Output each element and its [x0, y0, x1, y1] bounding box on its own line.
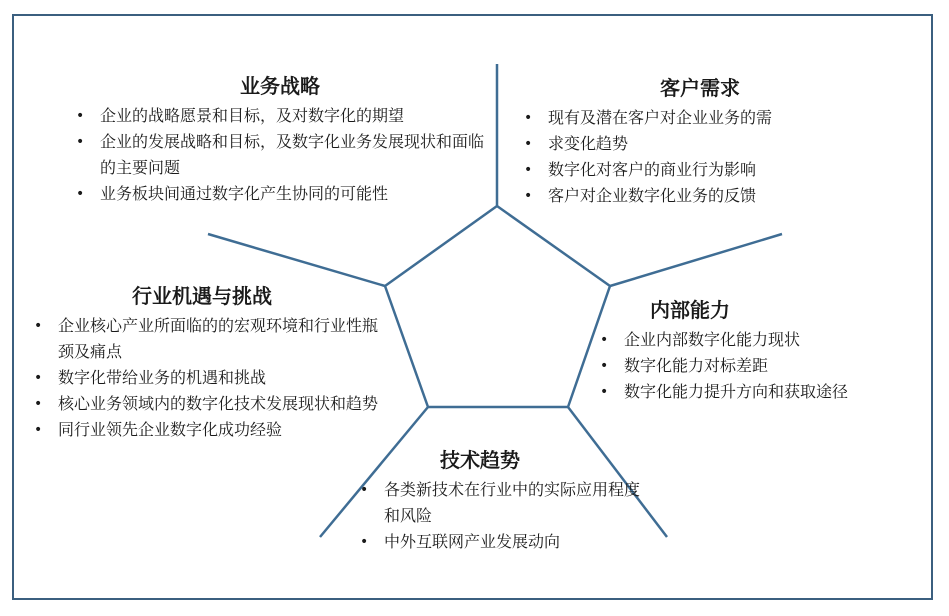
section-title: 行业机遇与挑战 [132, 284, 272, 308]
list-item: • 数字化对客户的商业行为影响 [520, 157, 820, 183]
spoke-right [610, 234, 782, 286]
list-item: • 企业的发展战略和目标，及数字化业务发展现状和面临的主要问题 [72, 129, 492, 181]
list-item: • 数字化带给业务的机遇和挑战 [30, 365, 380, 391]
list-item: • 同行业领先企业数字化成功经验 [30, 417, 380, 443]
list-item: • 数字化能力对标差距 [596, 353, 926, 379]
bullet-list [30, 313, 380, 443]
bullet-list [356, 477, 646, 555]
section-title: 客户需求 [660, 76, 740, 100]
spoke-left [208, 234, 385, 286]
list-item: • 各类新技术在行业中的实际应用程度和风险 [356, 477, 646, 529]
list-item: • 现有及潜在客户对企业业务的需 [520, 105, 820, 131]
list-item: • 企业核心产业所面临的的宏观环境和行业性瓶颈及痛点 [30, 313, 380, 365]
section-customer-demand [520, 72, 820, 209]
bullet-list [596, 327, 926, 405]
center-pentagon [385, 206, 610, 407]
list-item: • 数字化能力提升方向和获取途径 [596, 379, 926, 405]
bullet-list [520, 105, 820, 209]
section-business-strategy [72, 70, 492, 207]
section-title: 内部能力 [650, 298, 730, 322]
section-industry-opportunity [30, 280, 380, 443]
list-item: • 求变化趋势 [520, 131, 820, 157]
section-tech-trends [356, 444, 646, 555]
section-internal-capability [596, 294, 926, 405]
section-title: 技术趋势 [440, 448, 520, 472]
list-item: • 企业的战略愿景和目标，及对数字化的期望 [72, 103, 492, 129]
list-item: • 中外互联网产业发展动向 [356, 529, 646, 555]
list-item: • 核心业务领域内的数字化技术发展现状和趋势 [30, 391, 380, 417]
list-item: • 客户对企业数字化业务的反馈 [520, 183, 820, 209]
bullet-list [72, 103, 492, 207]
list-item: • 业务板块间通过数字化产生协同的可能性 [72, 181, 492, 207]
section-title: 业务战略 [240, 74, 320, 98]
list-item: • 企业内部数字化能力现状 [596, 327, 926, 353]
